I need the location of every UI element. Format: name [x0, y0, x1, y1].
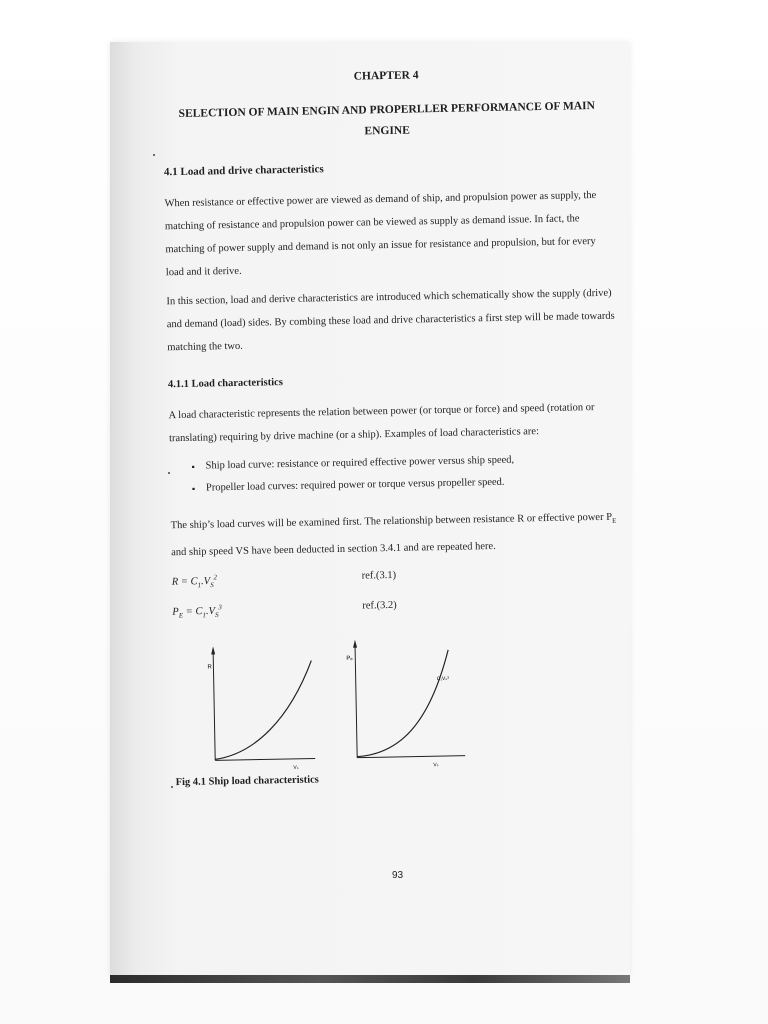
- list-item: ▪ Propeller load curves: required power or torque versus propeller speed.: [192, 470, 618, 500]
- equation-reference: ref.(3.1): [361, 569, 397, 582]
- figure-caption: Fig 4.1 Ship load characteristics: [175, 774, 319, 789]
- y-axis-label: R: [207, 664, 212, 671]
- x-axis-label: Vₛ: [433, 762, 439, 769]
- equation-row: [172, 595, 620, 619]
- y-axis: [213, 653, 215, 761]
- x-axis-label: Vₛ: [293, 765, 299, 772]
- page-speck: [153, 154, 155, 156]
- right-plot: [346, 638, 465, 770]
- paragraph: The ship’s load curves will be examined first. The relationship between resistance R or effective power $P_E$ and ship speed VS have been deducted in section 3.4.1 and are repeated here.: [170, 511, 617, 559]
- resistance-curve: [213, 661, 313, 760]
- x-axis: [215, 759, 315, 761]
- equation-reference: ref.(3.2): [362, 599, 397, 612]
- chapter-title: SELECTION OF MAIN ENGIN AND PROPERLLER PERFORMANCE OF MAIN ENGINE: [178, 99, 596, 138]
- section-heading: 4.1 Load and drive characteristics: [163, 163, 324, 179]
- bullet-list: [191, 448, 618, 500]
- page-speck: [171, 786, 173, 788]
- list-item: ▪ Ship load curve: resistance or required effective power versus ship speed,: [191, 448, 617, 478]
- curve-label: C₁Vₛ³: [436, 676, 449, 683]
- paragraph: A load characteristic represents the relation between power (or torque or force) and speed (rotation or translating) requiring by drive machine (or a ship). Examples of load characteristics are:: [168, 402, 595, 445]
- figure-plots: [173, 625, 624, 774]
- equation: $R = C_1.V_S^2$: [171, 573, 218, 590]
- y-axis: [355, 646, 357, 758]
- paragraph: When resistance or effective power are viewed as demand of ship, and propulsion power as supply, the matching of resistance and propulsion power can be viewed as supply as demand issue. In fact, the matching of power supply and demand is not only an issue for resistance and propulsion, but for every load and it derive.: [164, 189, 597, 279]
- y-axis-arrow: [211, 647, 215, 655]
- page-number: 93: [392, 870, 404, 881]
- equation: $P_E = C_1.V_S^3$: [172, 602, 222, 620]
- book-bottom-edge: [110, 975, 630, 983]
- x-axis: [357, 756, 465, 758]
- subsection-heading: 4.1.1 Load characteristics: [167, 377, 283, 391]
- power-curve: [355, 650, 450, 757]
- equation-row: [172, 566, 620, 590]
- figure: [173, 625, 624, 774]
- chapter-label: CHAPTER 4: [353, 69, 419, 83]
- left-plot: [207, 645, 315, 773]
- y-axis-arrow: [353, 640, 357, 648]
- paragraph: In this section, load and derive characteristics are introduced which schematically show the supply (drive) and demand (load) sides. By combing these load and drive characteristics a first step will be made towards matching the two.: [166, 287, 615, 354]
- y-axis-label: Pₑ: [346, 656, 353, 663]
- page-content: [162, 66, 624, 789]
